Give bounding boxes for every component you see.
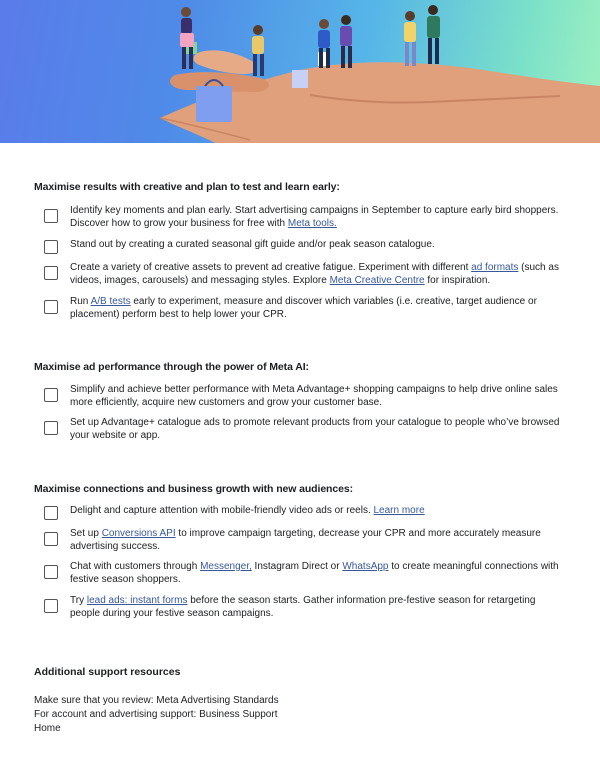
lead-ads-link[interactable]: lead ads: instant forms [86, 595, 188, 606]
checklist-document [0, 143, 600, 775]
messenger-link[interactable]: Messenger, [200, 561, 252, 572]
conversions-api-link[interactable]: Conversions API [101, 528, 176, 539]
ad-formats-link[interactable]: ad formats [471, 262, 519, 273]
item-text: Delight and capture attention with mobile-friendly video ads or reels. Learn more [70, 505, 425, 516]
section-meta-ai [34, 361, 574, 373]
checkbox[interactable] [44, 209, 58, 223]
section-title: Maximise ad performance through the power of Meta AI: [34, 361, 309, 373]
meta-creative-centre-link[interactable]: Meta Creative Centre [329, 274, 425, 286]
item-text: Run A/B tests early to experiment, measure and discover which variables (i.e. creative, target audience or placement) perform best to help lower your CPR. [70, 296, 537, 320]
hand-with-people-illustration [0, 0, 600, 143]
checkbox[interactable] [44, 388, 58, 402]
item-text: Stand out by creating a curated seasonal gift guide and/or peak season catalogue. [70, 239, 435, 250]
section-title: Maximise connections and business growth with new audiences: [34, 483, 353, 495]
checkbox[interactable] [44, 300, 58, 314]
resources-standards: Make sure that you review: Meta Advertising Standards [34, 695, 279, 706]
item-text: Set up Conversions API to improve campaign targeting, decrease your CPR and more accurately measure advertising success. [70, 528, 541, 552]
checkbox[interactable] [44, 532, 58, 546]
checkbox[interactable] [44, 599, 58, 613]
checkbox[interactable] [44, 421, 58, 435]
resources-title: Additional support resources [34, 666, 181, 678]
checkbox[interactable] [44, 240, 58, 254]
learn-more-link[interactable]: Learn more [373, 505, 425, 516]
whatsapp-link[interactable]: WhatsApp [342, 561, 389, 572]
item-text: Try lead ads: instant forms before the season starts. Gather information pre-festive season for retargeting people during your festive season campaigns. [70, 595, 536, 619]
item-text: Simplify and achieve better performance with Meta Advantage+ shopping campaigns to help drive online sales more efficiently, acquire new customers and grow your customer base. [70, 384, 558, 408]
section-title: Maximise results with creative and plan to test and learn early: [34, 181, 340, 193]
section-connections [34, 483, 574, 495]
item-text: Chat with customers through Messenger, Instagram Direct or WhatsApp to create meaningful connections with festive season shoppers. [70, 561, 559, 585]
section-creative [34, 181, 574, 193]
checkbox[interactable] [44, 506, 58, 520]
hero-illustration [0, 0, 600, 143]
resources-support: For account and advertising support: Business Support Home [34, 709, 278, 734]
checkbox[interactable] [44, 565, 58, 579]
meta-tools-link[interactable]: Meta tools. [287, 217, 337, 229]
ab-tests-link[interactable]: A/B tests [90, 296, 131, 307]
checkbox[interactable] [44, 266, 58, 280]
item-text: Identify key moments and plan early. Start advertising campaigns in September to capture early bird shoppers. Discover how to grow your business for free with Meta tools. [70, 205, 559, 229]
item-text: Set up Advantage+ catalogue ads to promote relevant products from your catalogue to people who’ve browsed your website or app. [70, 417, 560, 441]
item-text: Create a variety of creative assets to prevent ad creative fatigue. Experiment with different ad formats (such as videos, images, carousels) and messaging styles. Explore Meta Creative Centre for inspiration. [70, 262, 559, 286]
